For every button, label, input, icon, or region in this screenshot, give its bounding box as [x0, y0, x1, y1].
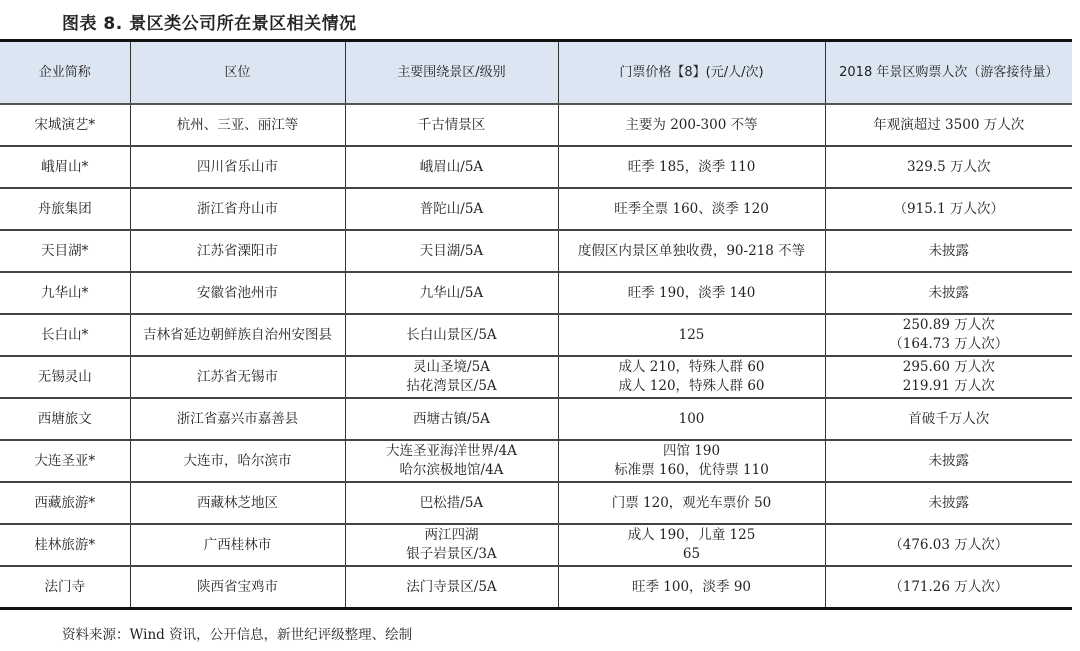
cell-line: 峨眉山/5A [419, 158, 484, 175]
cell-line: 杭州、三亚、丽江等 [176, 116, 299, 133]
cell-line: 千古情景区 [417, 116, 486, 133]
cell-line: 哈尔滨极地馆/4A [399, 462, 504, 478]
cell-line: 标准票 160，优待票 110 [614, 462, 769, 478]
cell-line: 219.91 万人次 [902, 378, 995, 394]
cell-scenic-area [345, 272, 558, 314]
cell-line: 九华山* [41, 284, 89, 301]
cell-line: （915.1 万人次） [893, 200, 1004, 217]
cell-line: 九华山/5A [419, 284, 484, 301]
cell-company [0, 356, 130, 398]
cell-line: 浙江省嘉兴市嘉善县 [176, 410, 299, 427]
table-row [0, 524, 1072, 566]
cell-line: 长白山景区/5A [406, 326, 497, 343]
table-row [0, 146, 1072, 188]
cell-visitors [825, 440, 1072, 482]
cell-ticket-price [558, 272, 825, 314]
cell-line: 未披露 [928, 284, 969, 301]
table-row [0, 566, 1072, 609]
source-note: 资料来源：Wind 资讯，公开信息，新世纪评级整理、绘制 [62, 627, 413, 643]
cell-scenic-area [345, 146, 558, 188]
cell-line: 年观演超过 3500 万人次 [873, 116, 1025, 133]
cell-line: 拈花湾景区/5A [406, 378, 497, 394]
cell-location [130, 398, 345, 440]
cell-line: 江苏省溧阳市 [197, 242, 278, 259]
cell-visitors [825, 482, 1072, 524]
cell-scenic-area [345, 482, 558, 524]
cell-ticket-price [558, 188, 825, 230]
table-row [0, 482, 1072, 524]
cell-line: 舟旅集团 [37, 200, 92, 217]
cell-line: 主要为 200-300 不等 [625, 116, 758, 133]
figure-title: 图表 8. 景区类公司所在景区相关情况 [62, 14, 357, 34]
cell-ticket-price [558, 146, 825, 188]
cell-location [130, 314, 345, 356]
cell-scenic-area [345, 356, 558, 398]
cell-location [130, 272, 345, 314]
cell-line: 浙江省舟山市 [197, 200, 278, 217]
cell-visitors [825, 314, 1072, 356]
cell-line: 两江四湖 [424, 527, 479, 543]
table-body [0, 104, 1072, 609]
cell-line: 成人 210，特殊人群 60 [618, 359, 765, 375]
table-row [0, 230, 1072, 272]
cell-location [130, 188, 345, 230]
cell-visitors [825, 398, 1072, 440]
cell-line: 250.89 万人次 [902, 317, 995, 333]
cell-visitors [825, 230, 1072, 272]
cell-line: 成人 120，特殊人群 60 [618, 378, 765, 394]
cell-location [130, 356, 345, 398]
cell-visitors [825, 566, 1072, 609]
cell-line: 陕西省宝鸡市 [197, 578, 278, 595]
cell-line: 普陀山/5A [419, 200, 484, 217]
cell-line: 295.60 万人次 [902, 359, 995, 375]
cell-line: 天目湖* [41, 242, 89, 259]
cell-ticket-price [558, 230, 825, 272]
table-row [0, 272, 1072, 314]
cell-visitors [825, 104, 1072, 146]
cell-line: 法门寺景区/5A [406, 578, 497, 595]
cell-visitors [825, 188, 1072, 230]
cell-line: 首破千万人次 [908, 410, 990, 427]
cell-ticket-price [558, 524, 825, 566]
cell-ticket-price [558, 314, 825, 356]
cell-location [130, 230, 345, 272]
cell-line: 长白山* [41, 326, 89, 343]
cell-line: 江苏省无锡市 [197, 368, 278, 385]
cell-scenic-area [345, 566, 558, 609]
cell-company [0, 272, 130, 314]
cell-visitors [825, 146, 1072, 188]
cell-line: 65 [682, 546, 701, 562]
cell-line: 西藏旅游* [34, 494, 96, 511]
cell-location [130, 104, 345, 146]
cell-ticket-price [558, 104, 825, 146]
cell-line: 四馆 190 [662, 443, 721, 459]
cell-ticket-price [558, 482, 825, 524]
cell-ticket-price [558, 398, 825, 440]
cell-line: 未披露 [928, 494, 969, 511]
cell-line: （476.03 万人次） [889, 536, 1009, 553]
cell-line: 旺季 100，淡季 90 [631, 578, 752, 595]
column-header-visitors: 2018 年景区购票人次（游客接待量） [825, 41, 1072, 105]
cell-line: 大连市，哈尔滨市 [183, 452, 292, 469]
cell-scenic-area [345, 314, 558, 356]
cell-line: 灵山圣境/5A [413, 359, 490, 375]
cell-line: 四川省乐山市 [197, 158, 278, 175]
cell-visitors [825, 356, 1072, 398]
cell-line: 广西桂林市 [203, 536, 272, 553]
cell-line: 巴松措/5A [419, 494, 484, 511]
cell-company [0, 482, 130, 524]
cell-line: 旺季 185，淡季 110 [627, 158, 756, 175]
cell-company [0, 146, 130, 188]
cell-line: （164.73 万人次） [889, 336, 1009, 352]
cell-line: 未披露 [928, 452, 969, 469]
cell-ticket-price [558, 566, 825, 609]
cell-location [130, 440, 345, 482]
cell-line: 西塘旅文 [37, 410, 92, 427]
cell-company [0, 104, 130, 146]
column-header-location: 区位 [130, 41, 345, 105]
cell-line: 吉林省延边朝鲜族自治州安图县 [143, 326, 332, 343]
cell-visitors [825, 272, 1072, 314]
cell-line: 法门寺 [44, 578, 85, 595]
cell-line: 125 [678, 326, 705, 343]
cell-company [0, 440, 130, 482]
column-header-ticket-price: 门票价格【8】(元/人/次) [558, 41, 825, 105]
cell-line: 西藏林芝地区 [197, 494, 278, 511]
table-row [0, 398, 1072, 440]
cell-location [130, 482, 345, 524]
cell-scenic-area [345, 230, 558, 272]
cell-line: 大连圣亚海洋世界/4A [386, 443, 517, 459]
cell-line: 大连圣亚* [34, 452, 96, 469]
cell-line: 未披露 [928, 242, 969, 259]
cell-line: 天目湖/5A [419, 242, 484, 259]
table-row [0, 440, 1072, 482]
cell-line: 100 [678, 410, 705, 427]
table-row [0, 314, 1072, 356]
cell-company [0, 398, 130, 440]
cell-ticket-price [558, 356, 825, 398]
cell-scenic-area [345, 524, 558, 566]
cell-company [0, 566, 130, 609]
cell-line: 宋城演艺* [34, 116, 96, 133]
cell-line: 度假区内景区单独收费，90-218 不等 [577, 242, 806, 259]
cell-line: 银子岩景区/3A [406, 546, 497, 562]
table-row [0, 356, 1072, 398]
column-header-company: 企业简称 [0, 41, 130, 105]
cell-scenic-area [345, 398, 558, 440]
scenic-area-table [0, 39, 1072, 610]
cell-visitors [825, 524, 1072, 566]
cell-scenic-area [345, 188, 558, 230]
column-header-scenic-area: 主要围绕景区/级别 [345, 41, 558, 105]
cell-scenic-area [345, 440, 558, 482]
cell-line: 桂林旅游* [34, 536, 96, 553]
cell-line: 旺季全票 160、淡季 120 [614, 200, 769, 217]
cell-line: 峨眉山* [41, 158, 89, 175]
cell-company [0, 188, 130, 230]
cell-line: 门票 120，观光车票价 50 [611, 494, 772, 511]
cell-ticket-price [558, 440, 825, 482]
cell-line: 无锡灵山 [37, 368, 92, 385]
cell-line: 西塘古镇/5A [413, 410, 490, 427]
cell-location [130, 524, 345, 566]
table-row [0, 188, 1072, 230]
cell-company [0, 230, 130, 272]
table-row [0, 104, 1072, 146]
cell-company [0, 314, 130, 356]
cell-line: 成人 190，儿童 125 [627, 527, 756, 543]
table-header-row [0, 41, 1072, 105]
cell-line: 329.5 万人次 [907, 158, 991, 175]
cell-line: （171.26 万人次） [889, 578, 1009, 595]
cell-line: 安徽省池州市 [197, 284, 278, 301]
cell-location [130, 566, 345, 609]
cell-line: 旺季 190，淡季 140 [627, 284, 756, 301]
cell-scenic-area [345, 104, 558, 146]
cell-location [130, 146, 345, 188]
cell-company [0, 524, 130, 566]
